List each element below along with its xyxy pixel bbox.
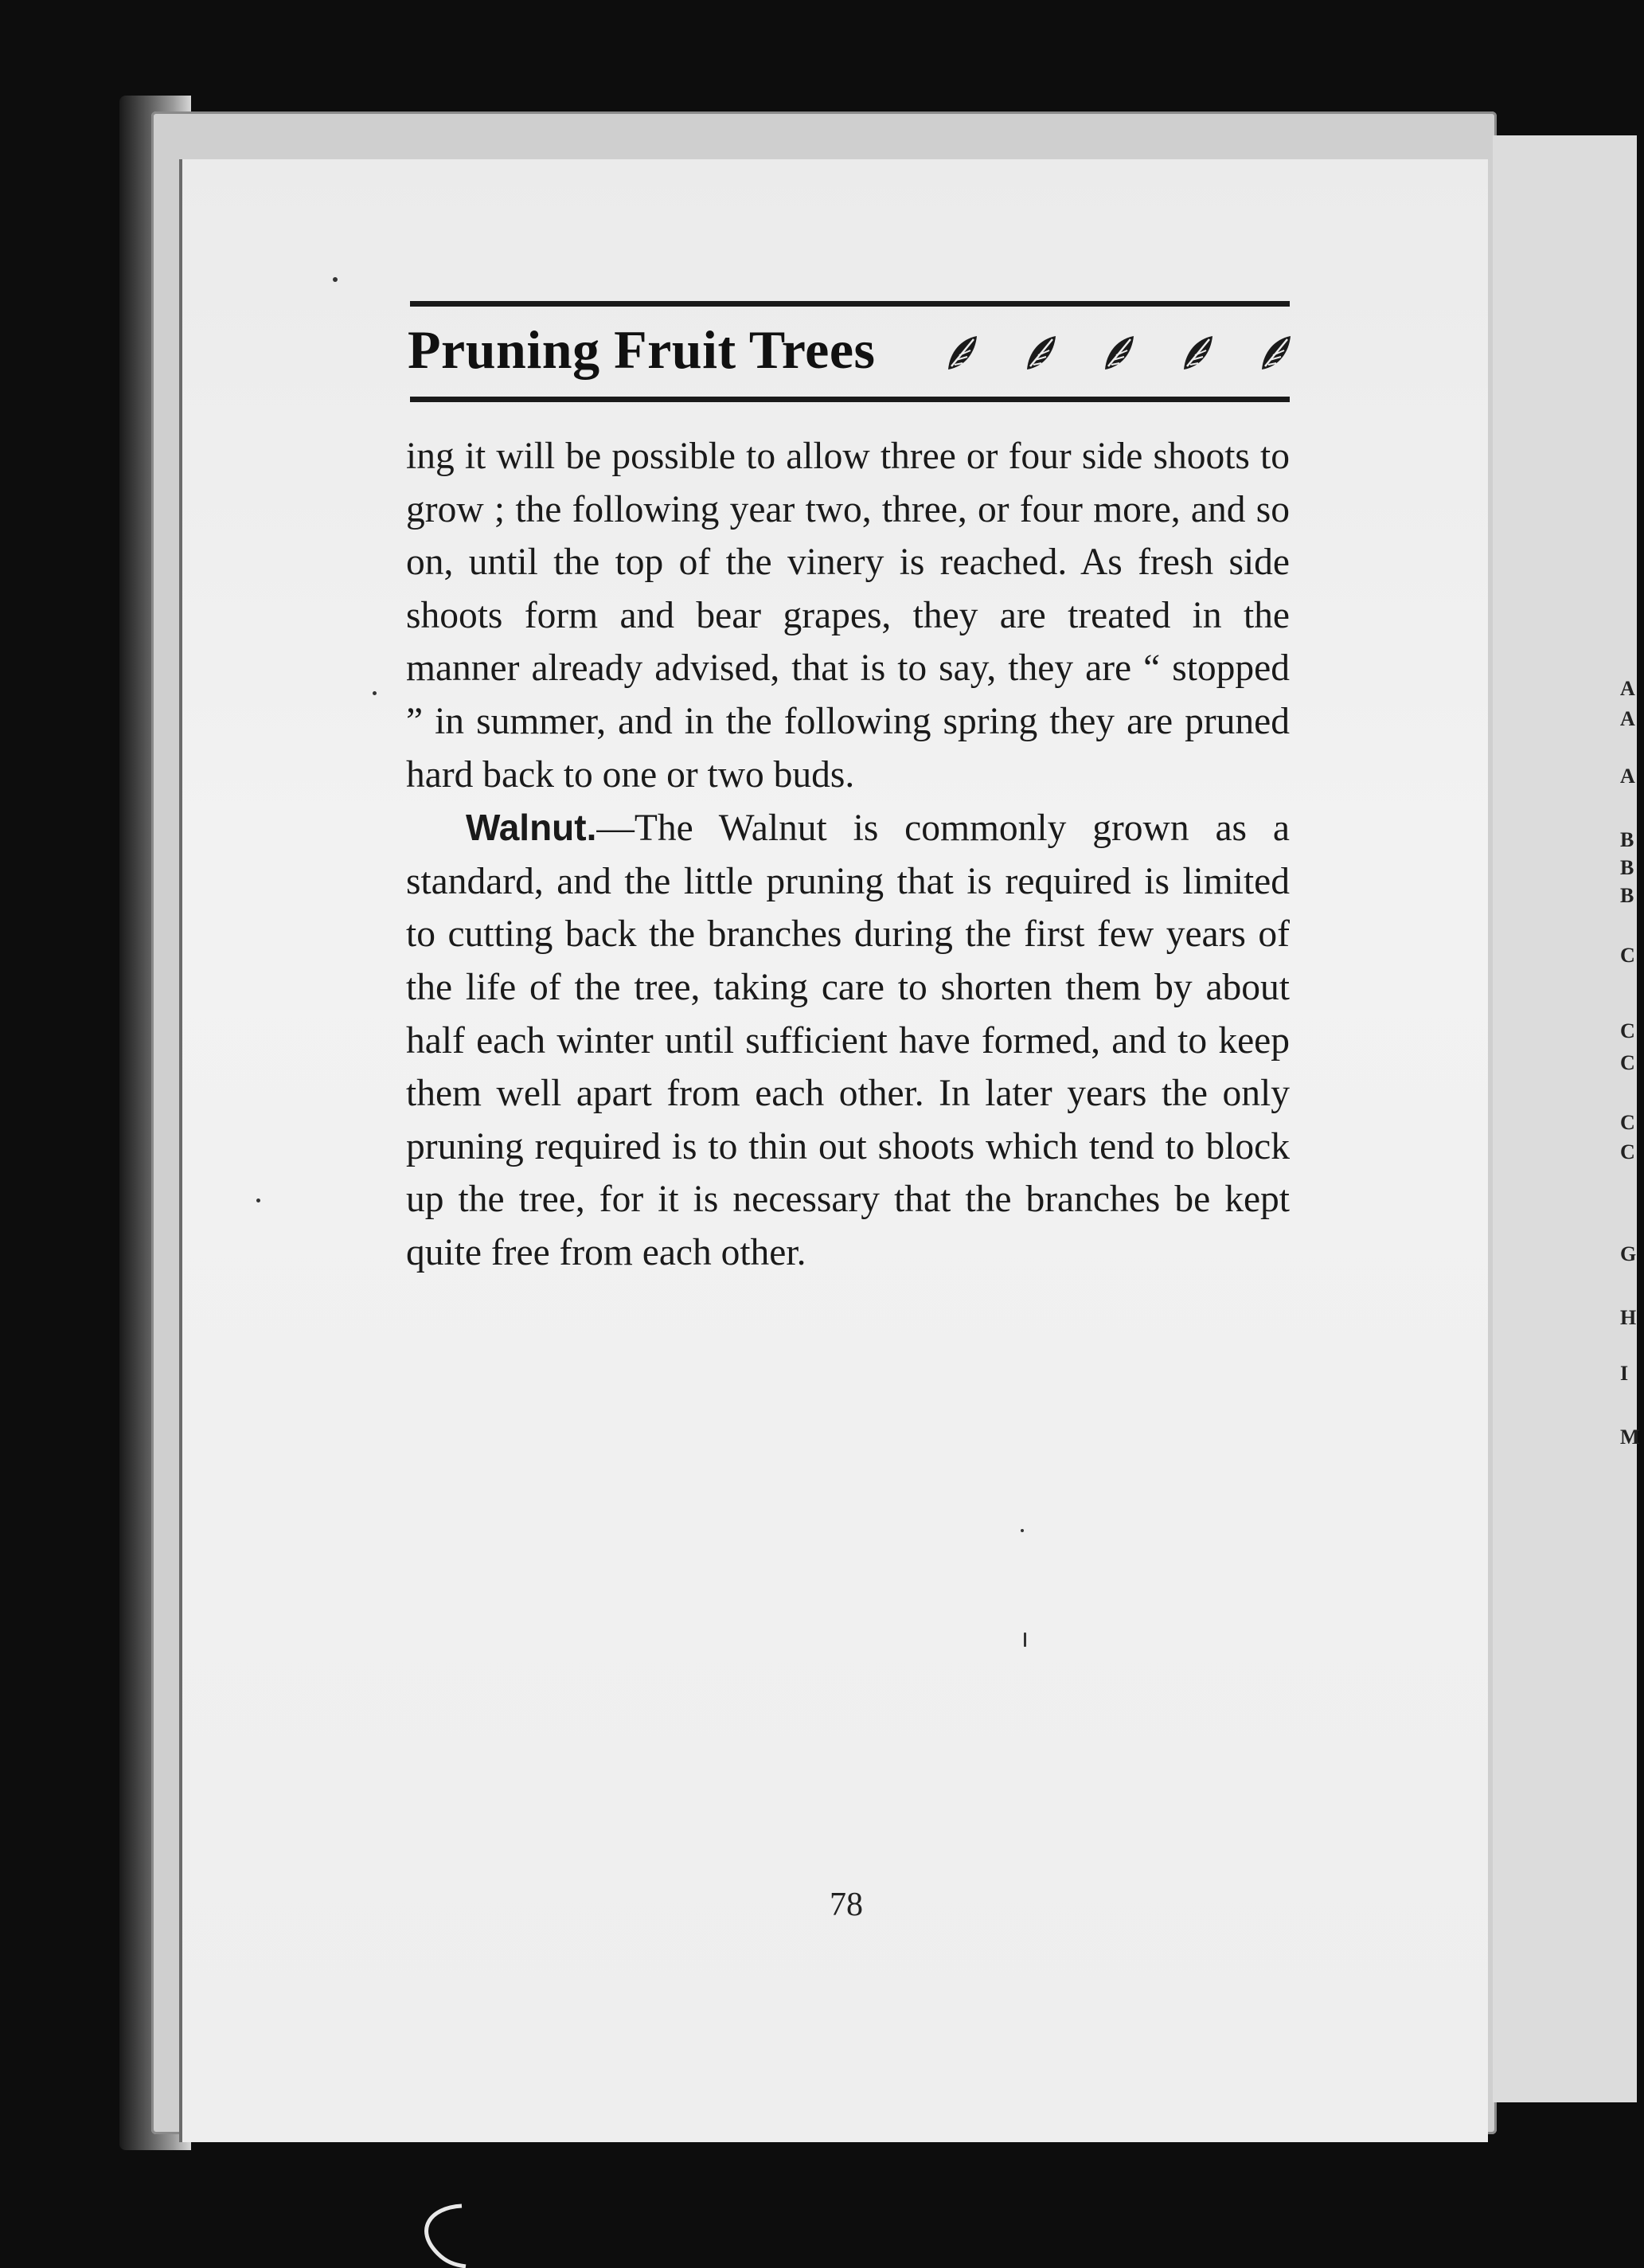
edge-letter: B	[1620, 856, 1634, 879]
walnut-heading: Walnut.	[466, 807, 597, 849]
scan-speck	[333, 277, 338, 282]
edge-letter: G	[1620, 1242, 1637, 1265]
paragraph-vinery: ing it will be possible to allow three or four side shoots to grow ; the following year two, three, or four more, and so on, until the top of the vinery is reached. As fresh side shoots form and bear grapes, they are treated in the manner already advised, that is to say, they are “ stopped ” in summer, and in the following spring they are pruned hard back to one or two buds.	[406, 436, 1290, 796]
scan-speck	[1024, 1633, 1026, 1647]
header-rule-bottom	[410, 397, 1290, 402]
header-ornaments	[943, 333, 1294, 381]
edge-letter: A	[1620, 707, 1635, 730]
running-head-title: Pruning Fruit Trees	[408, 319, 876, 380]
edge-letter: B	[1620, 828, 1634, 851]
page-number: 78	[830, 1887, 863, 1923]
page-curl-mark	[406, 2198, 517, 2268]
leaf-ornament-icon	[1100, 333, 1137, 374]
scan-speck	[1021, 1529, 1024, 1532]
edge-letter: C	[1620, 1140, 1635, 1163]
leaf-ornament-icon	[1022, 333, 1059, 374]
leaf-ornament-icon	[1257, 333, 1294, 374]
edge-letter: H	[1620, 1306, 1637, 1329]
edge-letter: M	[1620, 1425, 1640, 1449]
edge-letter: C	[1620, 944, 1635, 967]
facing-page	[1493, 135, 1640, 2102]
edge-letter: C	[1620, 1019, 1635, 1042]
walnut-text: —The Walnut is commonly grown as a standard, and the little pruning that is required is limited to cutting back the branches during the first few years of the life of the tree, taking care to shorten them by about half each winter until sufficient have formed, and to keep them well apart from each other. In later years the only pruning required is to thin out shoots which tend to block up the tree, for it is necessary that the branches be kept quite free from each other.	[406, 807, 1290, 1273]
edge-letter: A	[1620, 677, 1635, 700]
body-text	[406, 430, 1290, 1280]
edge-letter: B	[1620, 884, 1634, 907]
leaf-ornament-icon	[1179, 333, 1216, 374]
edge-letter: C	[1620, 1051, 1635, 1074]
paragraph-walnut	[406, 801, 1290, 1279]
scan-speck	[256, 1199, 260, 1202]
edge-letter: I	[1620, 1362, 1629, 1385]
leaf-ornament-icon	[943, 333, 980, 374]
edge-letter: C	[1620, 1111, 1635, 1134]
edge-letter: A	[1620, 764, 1635, 788]
header-rule-top	[410, 301, 1290, 307]
scan-speck	[373, 691, 377, 695]
